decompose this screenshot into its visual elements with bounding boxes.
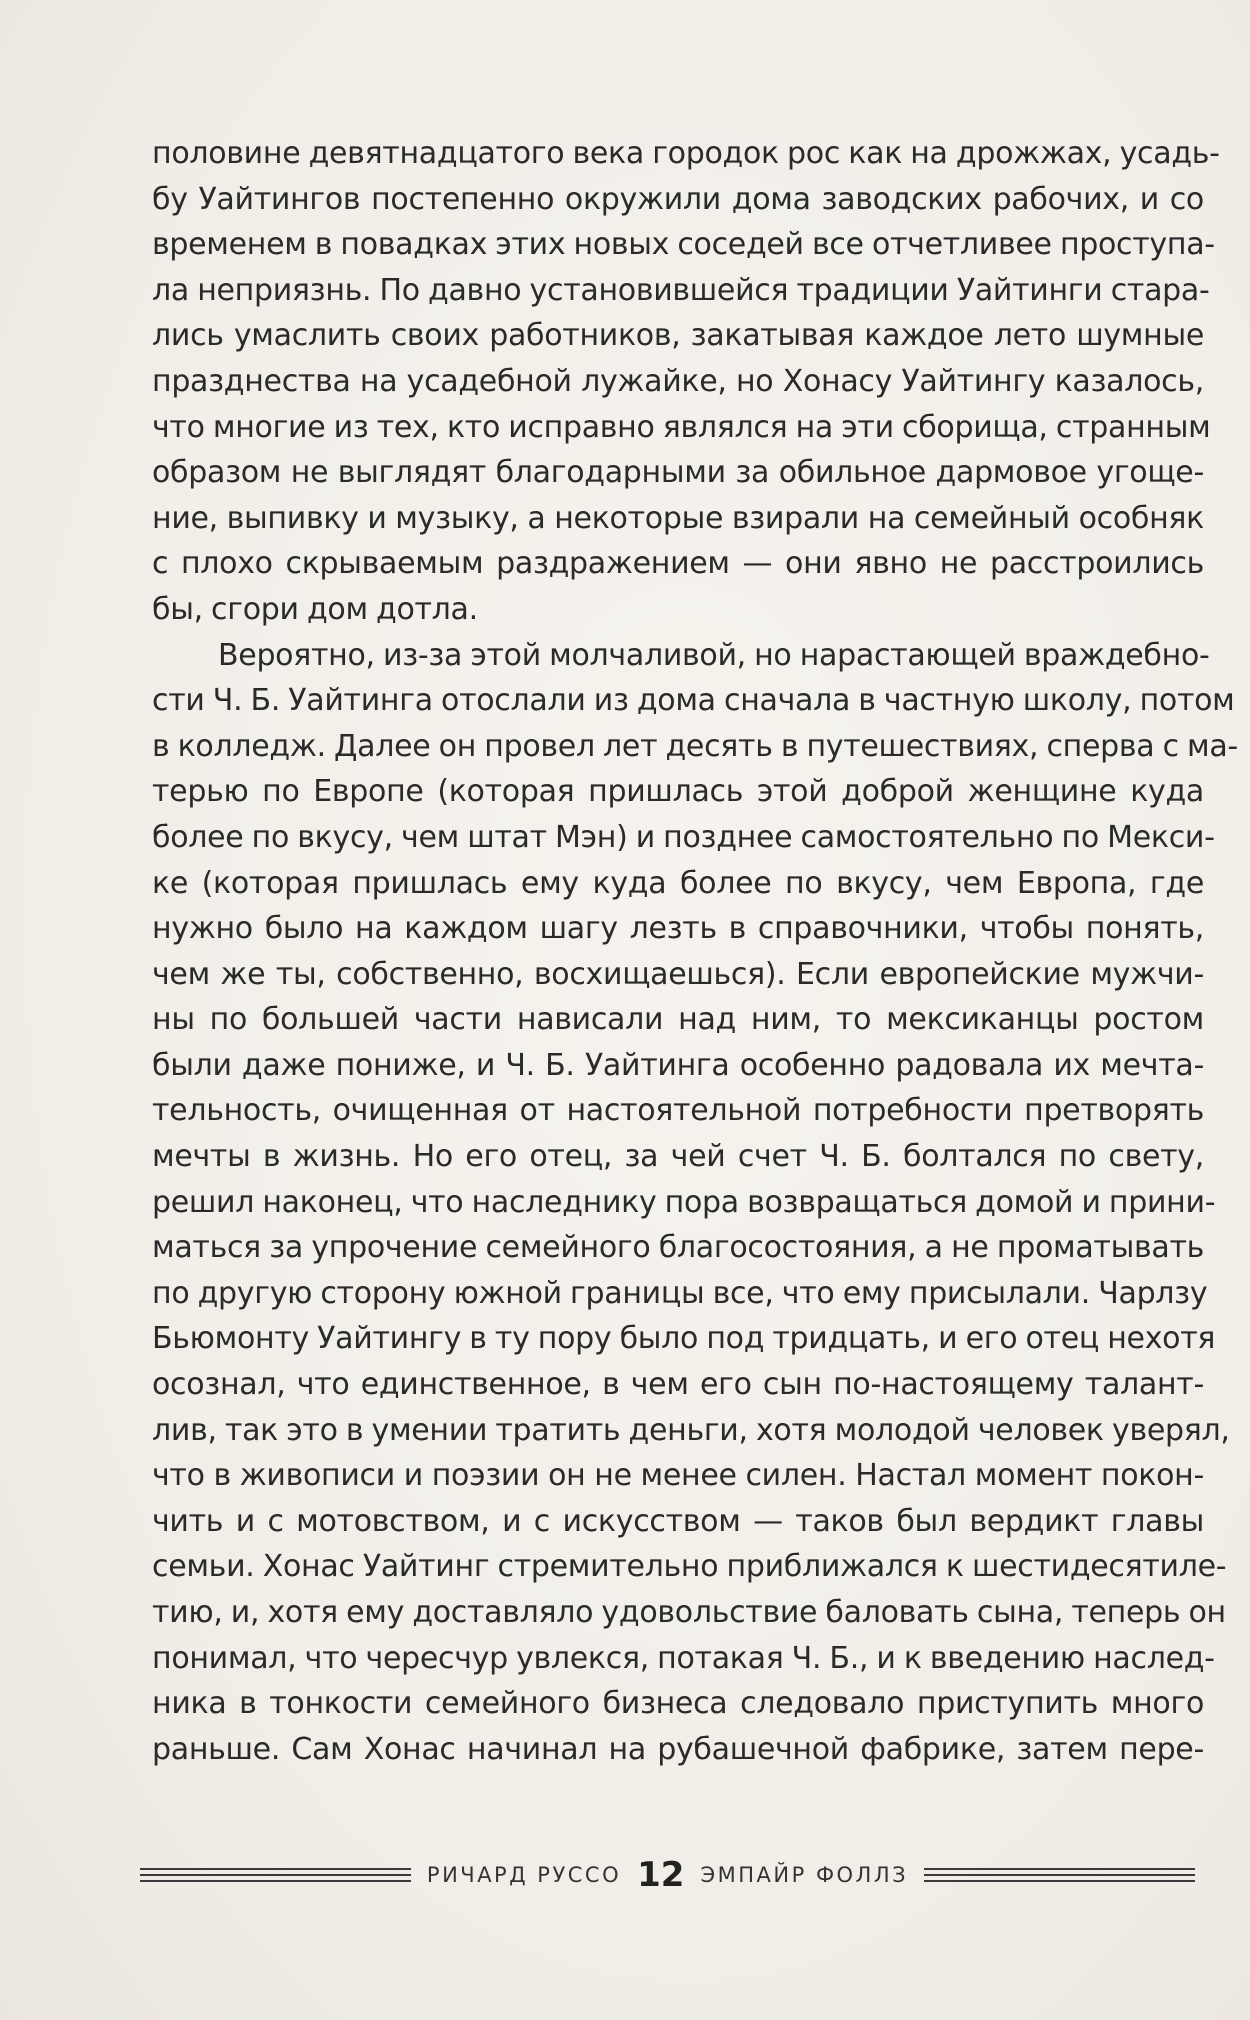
text-line: ние, выпивку и музыку, а некоторые взирали на семейный особняк [152, 500, 1204, 536]
text-line: более по вкусу, чем штат Мэн) и позднее самостоятельно по Мекси- [152, 819, 1215, 855]
footer-author: РИЧАРД РУССО [426, 1863, 622, 1887]
text-line: образом не выглядят благодарными за обильное дармовое угоще- [152, 455, 1204, 491]
text-line: в колледж. Далее он провел лет десять в путешествиях, сперва с ма- [152, 728, 1238, 764]
text-line: с плохо скрываемым раздражением — они явно не расстроились [152, 546, 1204, 582]
text-line: маться за упрочение семейного благосостояния, а не проматывать [152, 1230, 1204, 1266]
text-line: сти Ч. Б. Уайтинга отослали из дома сначала в частную школу, потом [152, 683, 1235, 719]
text-line: Вероятно, из-за этой молчаливой, но нарастающей враждебно- [218, 637, 1210, 673]
text-line: что многие из тех, кто исправно являлся на эти сборища, странным [152, 409, 1211, 445]
text-line: бы, сгори дом дотла. [152, 591, 478, 627]
text-line: тельность, очищенная от настоятельной потребности претворять [152, 1093, 1204, 1129]
text-line: бу Уайтингов постепенно окружили дома заводских рабочих, и со [152, 181, 1204, 217]
text-line: решил наконец, что наследнику пора возвращаться домой и прини- [152, 1184, 1216, 1220]
footer-rule-left [140, 1868, 411, 1882]
text-line: чить и с мотовством, и с искусством — таков был вердикт главы [152, 1503, 1204, 1539]
text-line: ника в тонкости семейного бизнеса следовало приступить много [152, 1686, 1204, 1722]
text-line: лив, так это в умении тратить деньги, хотя молодой человек уверял, [152, 1412, 1230, 1448]
footer-book-title: ЭМПАЙР ФОЛЛЗ [700, 1863, 909, 1887]
page-number: 12 [637, 1855, 685, 1895]
text-line: были даже пониже, и Ч. Б. Уайтинга особенно радовала их мечта- [152, 1047, 1204, 1083]
page-footer [140, 1850, 1195, 1900]
text-line: празднества на усадебной лужайке, но Хонасу Уайтингу казалось, [152, 363, 1204, 399]
text-line: ке (которая пришлась ему куда более по вкусу, чем Европа, где [152, 865, 1204, 901]
text-line: нужно было на каждом шагу лезть в справочники, чтобы понять, [152, 911, 1204, 947]
text-line: временем в повадках этих новых соседей все отчетливее проступа- [152, 227, 1215, 263]
text-line: тию, и, хотя ему доставляло удовольствие баловать сына, теперь он [152, 1595, 1226, 1630]
text-line: ны по большей части нависали над ним, то мексиканцы ростом [152, 1002, 1204, 1038]
text-line: терью по Европе (которая пришлась этой доброй женщине куда [152, 774, 1204, 810]
text-line: раньше. Сам Хонас начинал на рубашечной фабрике, затем пере- [152, 1731, 1204, 1767]
text-line: что в живописи и поэзии он не менее силен. Настал момент покон- [152, 1458, 1204, 1494]
footer-rule-right [924, 1868, 1195, 1882]
text-line: семьи. Хонас Уайтинг стремительно приближался к шестидесятиле- [152, 1549, 1227, 1585]
text-line: осознал, что единственное, в чем его сын по-настоящему талант- [152, 1367, 1204, 1403]
text-line: понимал, что чересчур увлекся, потакая Ч. Б., и к введению наслед- [152, 1640, 1215, 1676]
text-line: ла неприязнь. По давно установившейся традиции Уайтинги стара- [152, 272, 1210, 308]
text-line: лись умаслить своих работников, закатывая каждое лето шумные [152, 318, 1204, 354]
text-line: по другую сторону южной границы все, что ему присылали. Чарлзу [152, 1275, 1208, 1311]
text-line: Бьюмонту Уайтингу в ту пору было под тридцать, и его отец нехотя [152, 1321, 1216, 1357]
text-line: мечты в жизнь. Но его отец, за чей счет Ч. Б. болтался по свету, [152, 1139, 1204, 1175]
text-line: половине девятнадцатого века городок рос как на дрожжах, усадь- [152, 136, 1220, 171]
body-text [152, 131, 1238, 1772]
text-line: чем же ты, собственно, восхищаешься). Если европейские мужчи- [152, 956, 1204, 992]
